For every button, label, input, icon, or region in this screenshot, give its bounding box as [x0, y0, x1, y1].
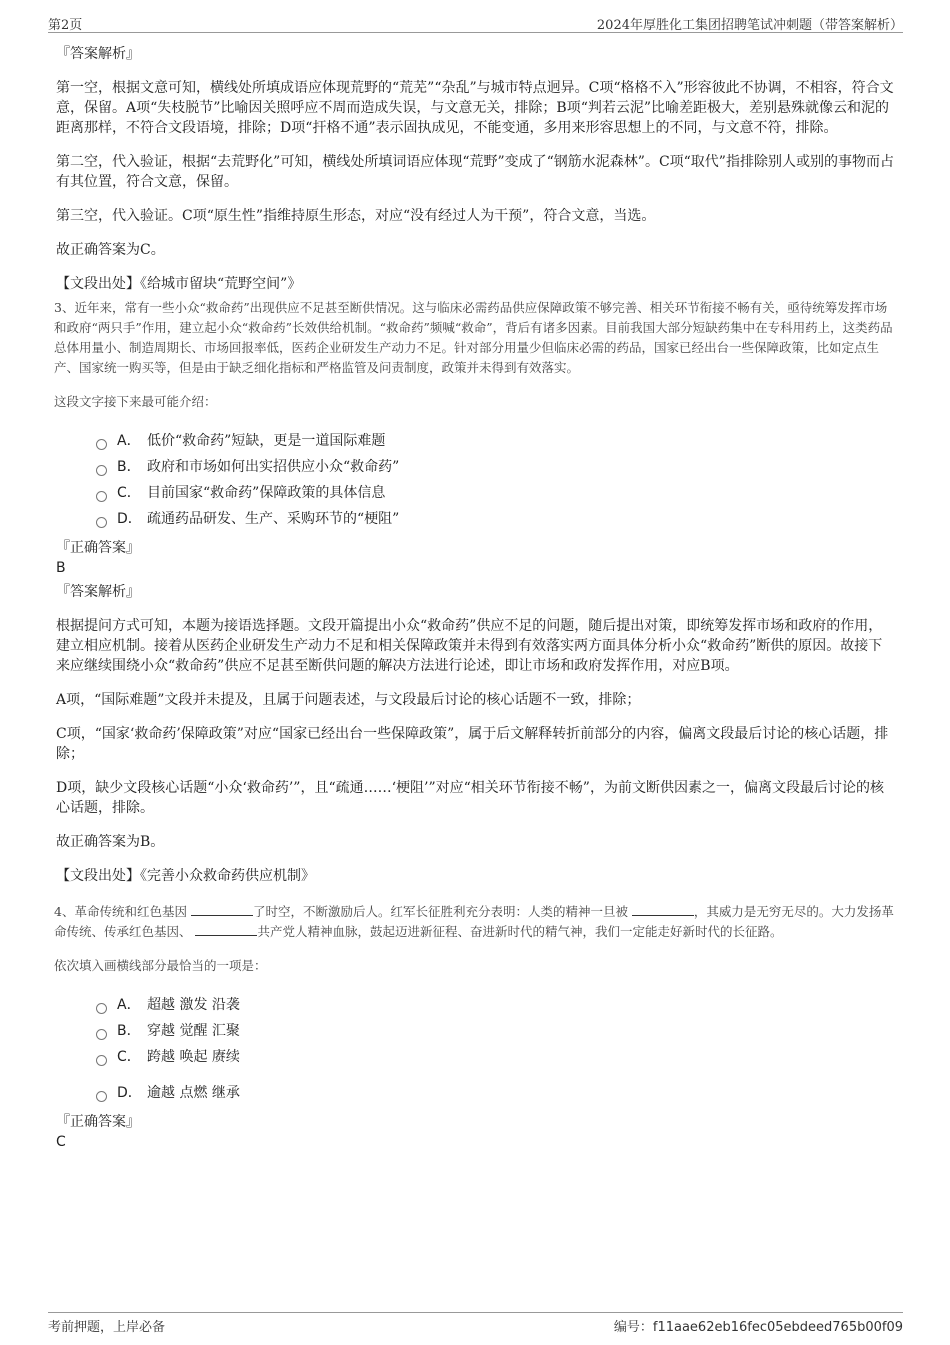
document-code: 编号：f11aae62eb16fec05ebdeed765b00f09	[613, 1320, 903, 1335]
option-d[interactable]: D． 逾越 点燃 继承	[96, 1080, 896, 1106]
radio-button-icon[interactable]	[96, 491, 107, 502]
page-header	[48, 12, 903, 33]
fill-blank	[632, 903, 694, 916]
analysis-conclusion: 故正确答案为B。	[56, 834, 165, 850]
option-c[interactable]: C． 目前国家“救命药”保障政策的具体信息	[96, 480, 896, 506]
analysis-label: 『答案解析』	[56, 584, 140, 600]
analysis-paragraph: 第一空，根据文意可知，横线处所填成语应体现荒野的“荒芜”“杂乱”与城市特点迥异。C项“格格不入”形容彼此不协调，不相容，符合文意，保留。A项“失枝脱节”比喻因关照呼应不周而造成失误，与文意无关，排除；B项“判若云泥”比喻差距极大，差别悬殊就像云和泥的距离那样，不符合文段语境，排除；D项“扞格不通”表示固执成见，不能变通，多用来形容思想上的不同，与文意不符，排除。	[56, 80, 894, 136]
option-text: 超越 激发 沿袭	[147, 997, 240, 1013]
radio-button-icon[interactable]	[96, 465, 107, 476]
option-text: 疏通药品研发、生产、采购环节的“梗阻”	[147, 511, 400, 527]
question-3-options	[96, 428, 896, 532]
option-text: 穿越 觉醒 汇聚	[147, 1023, 240, 1039]
page-number: 第2页	[48, 18, 83, 33]
option-text: 目前国家“救命药”保障政策的具体信息	[147, 485, 386, 501]
option-text: 跨越 唤起 赓续	[147, 1049, 240, 1065]
radio-button-icon[interactable]	[96, 1055, 107, 1066]
radio-button-icon[interactable]	[96, 1003, 107, 1014]
document-title: 2024年厚胜化工集团招聘笔试冲刺题（带答案解析）	[596, 18, 903, 33]
document-content	[56, 44, 896, 1156]
option-b[interactable]: B． 穿越 觉醒 汇聚	[96, 1018, 896, 1044]
option-text: 低价“救命药”短缺，更是一道国际难题	[147, 433, 386, 449]
question-3-text: 3、近年来，常有一些小众“救命药”出现供应不足甚至断供情况。这与临床必需药品供应保障政策不够完善、相关环节衔接不畅有关，亟待统筹发挥市场和政府“两只手”作用，建立起小众“救命药”长效供给机制。“救命药”频喊“救命”，背后有诸多因素。目前我国大部分短缺药集中在专科用药上，这类药品总体用量小、制造周期长、市场回报率低，医药企业研发生产动力不足。针对部分用量少但临床必需的药品，国家已经出台一些保障政策，比如定点生产、国家统一购买等，但是由于缺乏细化指标和严格监管及问责制度，政策并未得到有效落实。	[54, 300, 893, 375]
question-4-text: 4、革命传统和红色基因 了时空，不断激励后人。红军长征胜利充分表明：人类的精神一旦被 ，其威力是无穷无尽的。大力发扬革命传统、传承红色基因、 共产党人精神血脉，鼓起迈进新征程、奋进新时代的精气神，我们一定能走好新时代的长征路。	[54, 904, 894, 939]
analysis-paragraph: D项，缺少文段核心话题“小众‘救命药’”，且“疏通……‘梗阻’”对应“相关环节衔接不畅”，为前文断供因素之一，偏离文段最后讨论的核心话题，排除。	[56, 780, 884, 816]
analysis-paragraph: C项，“国家‘救命药’保障政策”对应“国家已经出台一些保障政策”，属于后文解释转折前部分的内容，偏离文段最后讨论的核心话题，排除；	[56, 726, 889, 762]
page-footer	[48, 1312, 903, 1335]
correct-answer-value: C	[56, 1134, 66, 1150]
radio-button-icon[interactable]	[96, 1091, 107, 1102]
fill-blank	[191, 903, 253, 916]
option-d[interactable]: D． 疏通药品研发、生产、采购环节的“梗阻”	[96, 506, 896, 532]
fill-blank	[195, 923, 257, 936]
question-4-prompt: 依次填入画横线部分最恰当的一项是：	[54, 958, 267, 973]
option-c[interactable]: C． 跨越 唤起 赓续	[96, 1044, 896, 1070]
footer-slogan: 考前押题，上岸必备	[48, 1320, 166, 1335]
analysis-paragraph: A项，“国际难题”文段并未提及，且属于问题表述，与文段最后讨论的核心话题不一致，排除；	[56, 692, 641, 708]
radio-button-icon[interactable]	[96, 1029, 107, 1040]
option-a[interactable]: A． 低价“救命药”短缺，更是一道国际难题	[96, 428, 896, 454]
correct-answer-value: B	[56, 560, 66, 576]
question-3-prompt: 这段文字接下来最可能介绍：	[54, 394, 217, 409]
radio-button-icon[interactable]	[96, 517, 107, 528]
radio-button-icon[interactable]	[96, 439, 107, 450]
option-text: 逾越 点燃 继承	[147, 1085, 240, 1101]
passage-source: 【文段出处】《完善小众救命药供应机制》	[56, 868, 315, 884]
passage-source: 【文段出处】《给城市留块“荒野空间”》	[56, 276, 302, 292]
question-4-options	[96, 992, 896, 1106]
option-b[interactable]: B． 政府和市场如何出实招供应小众“救命药”	[96, 454, 896, 480]
analysis-paragraph: 根据提问方式可知，本题为接语选择题。文段开篇提出小众“救命药”供应不足的问题，随后提出对策，即统筹发挥市场和政府的作用，建立相应机制。接着从医药企业研发生产动力不足和相关保障政策并未得到有效落实两方面具体分析小众“救命药”断供的原因。故接下来应继续围绕小众“救命药”供应不足甚至断供问题的解决方法进行论述，即让市场和政府发挥作用，对应B项。	[56, 618, 883, 674]
correct-answer-label: 『正确答案』	[56, 540, 140, 556]
analysis-conclusion: 故正确答案为C。	[56, 242, 165, 258]
analysis-label: 『答案解析』	[56, 46, 140, 62]
option-text: 政府和市场如何出实招供应小众“救命药”	[147, 459, 400, 475]
correct-answer-label: 『正确答案』	[56, 1114, 140, 1130]
analysis-paragraph: 第三空，代入验证。C项“原生性”指维持原生形态，对应“没有经过人为干预”，符合文意，当选。	[56, 208, 656, 224]
analysis-paragraph: 第二空，代入验证，根据“去荒野化”可知，横线处所填词语应体现“荒野”变成了“钢筋水泥森林”。C项“取代”指排除别人或别的事物而占有其位置，符合文意，保留。	[56, 154, 894, 190]
option-a[interactable]: A． 超越 激发 沿袭	[96, 992, 896, 1018]
